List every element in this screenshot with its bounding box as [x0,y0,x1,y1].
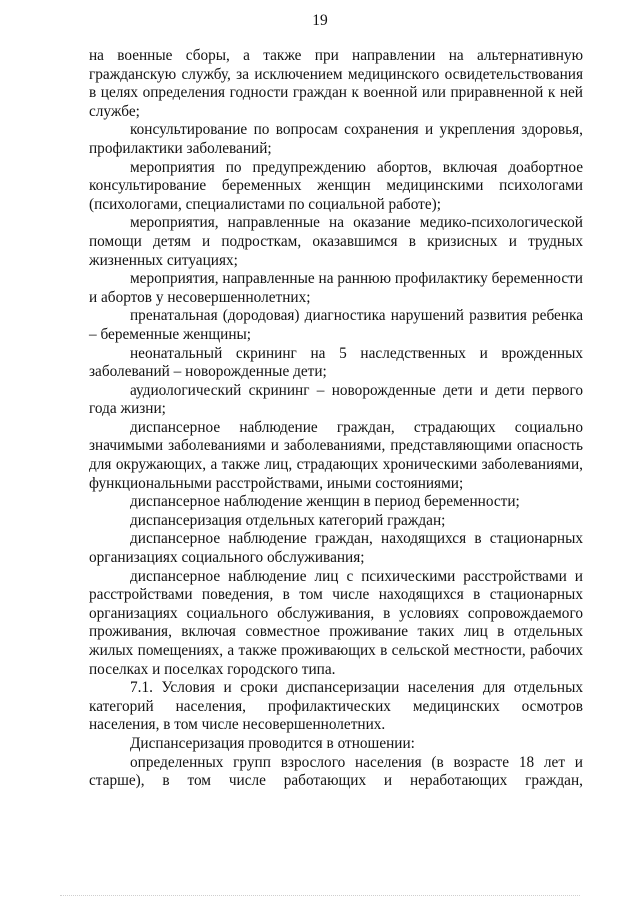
paragraph: неонатальный скрининг на 5 наследственных и врожденных заболеваний – новорожденные дети; [89,344,583,381]
page-number: 19 [312,12,328,29]
paragraph: аудиологический скрининг – новорожденные дети и дети первого года жизни; [89,381,583,418]
footer-rule [60,895,580,896]
paragraph: мероприятия, направленные на оказание медико-психологической помощи детям и подросткам, оказавшимся в кризисных и трудных жизненных ситуациях; [89,214,583,269]
paragraph: диспансерное наблюдение лиц с психическими расстройствами и расстройствами поведения, в том числе находящихся в стационарных организациях социального обслуживания, в условиях сопровождаемого проживания, включая совместное проживание таких лиц в отдельных жилых помещениях, а также проживающих в сельской местности, рабочих поселках и поселках городского типа. [89,567,583,678]
paragraph: мероприятия по предупреждению абортов, включая доабортное консультирование беременных женщин медицинскими психологами (психологами, специалистами по социальной работе); [89,158,583,213]
paragraph: диспансерное наблюдение граждан, находящихся в стационарных организациях социального обслуживания; [89,530,583,567]
paragraph-continued: определенных групп взрослого населения (в возрасте 18 лет и старше), в том числе работающих и неработающих граждан, [89,753,583,790]
paragraph: диспансерное наблюдение граждан, страдающих социально значимыми заболеваниями и заболеваниями, представляющими опасность для окружающих, а также лиц, страдающих хроническими заболеваниями, функциональными расстройствами, иными состояниями; [89,418,583,492]
paragraph: мероприятия, направленные на раннюю профилактику беременности и абортов у несовершеннолетних; [89,270,583,306]
paragraph: Диспансеризация проводится в отношении: [130,734,415,752]
paragraph: диспансеризация отдельных категорий граждан; [130,511,446,529]
paragraph: консультирование по вопросам сохранения и укрепления здоровья, профилактики заболеваний; [89,121,583,157]
section-paragraph: 7.1. Условия и сроки диспансеризации населения для отдельных категорий населения, профилактических медицинских осмотров населения, в том числе несовершеннолетних. [89,679,583,734]
paragraph: пренатальная (дородовая) диагностика нарушений развития ребенка – беременные женщины; [89,307,583,343]
document-body [89,47,583,791]
paragraph: диспансерное наблюдение женщин в период беременности; [130,493,520,511]
paragraph: на военные сборы, а также при направлении на альтернативную гражданскую службу, за исключением медицинского освидетельствования в целях определения годности граждан к военной или приравненной к ней службе; [89,47,583,120]
